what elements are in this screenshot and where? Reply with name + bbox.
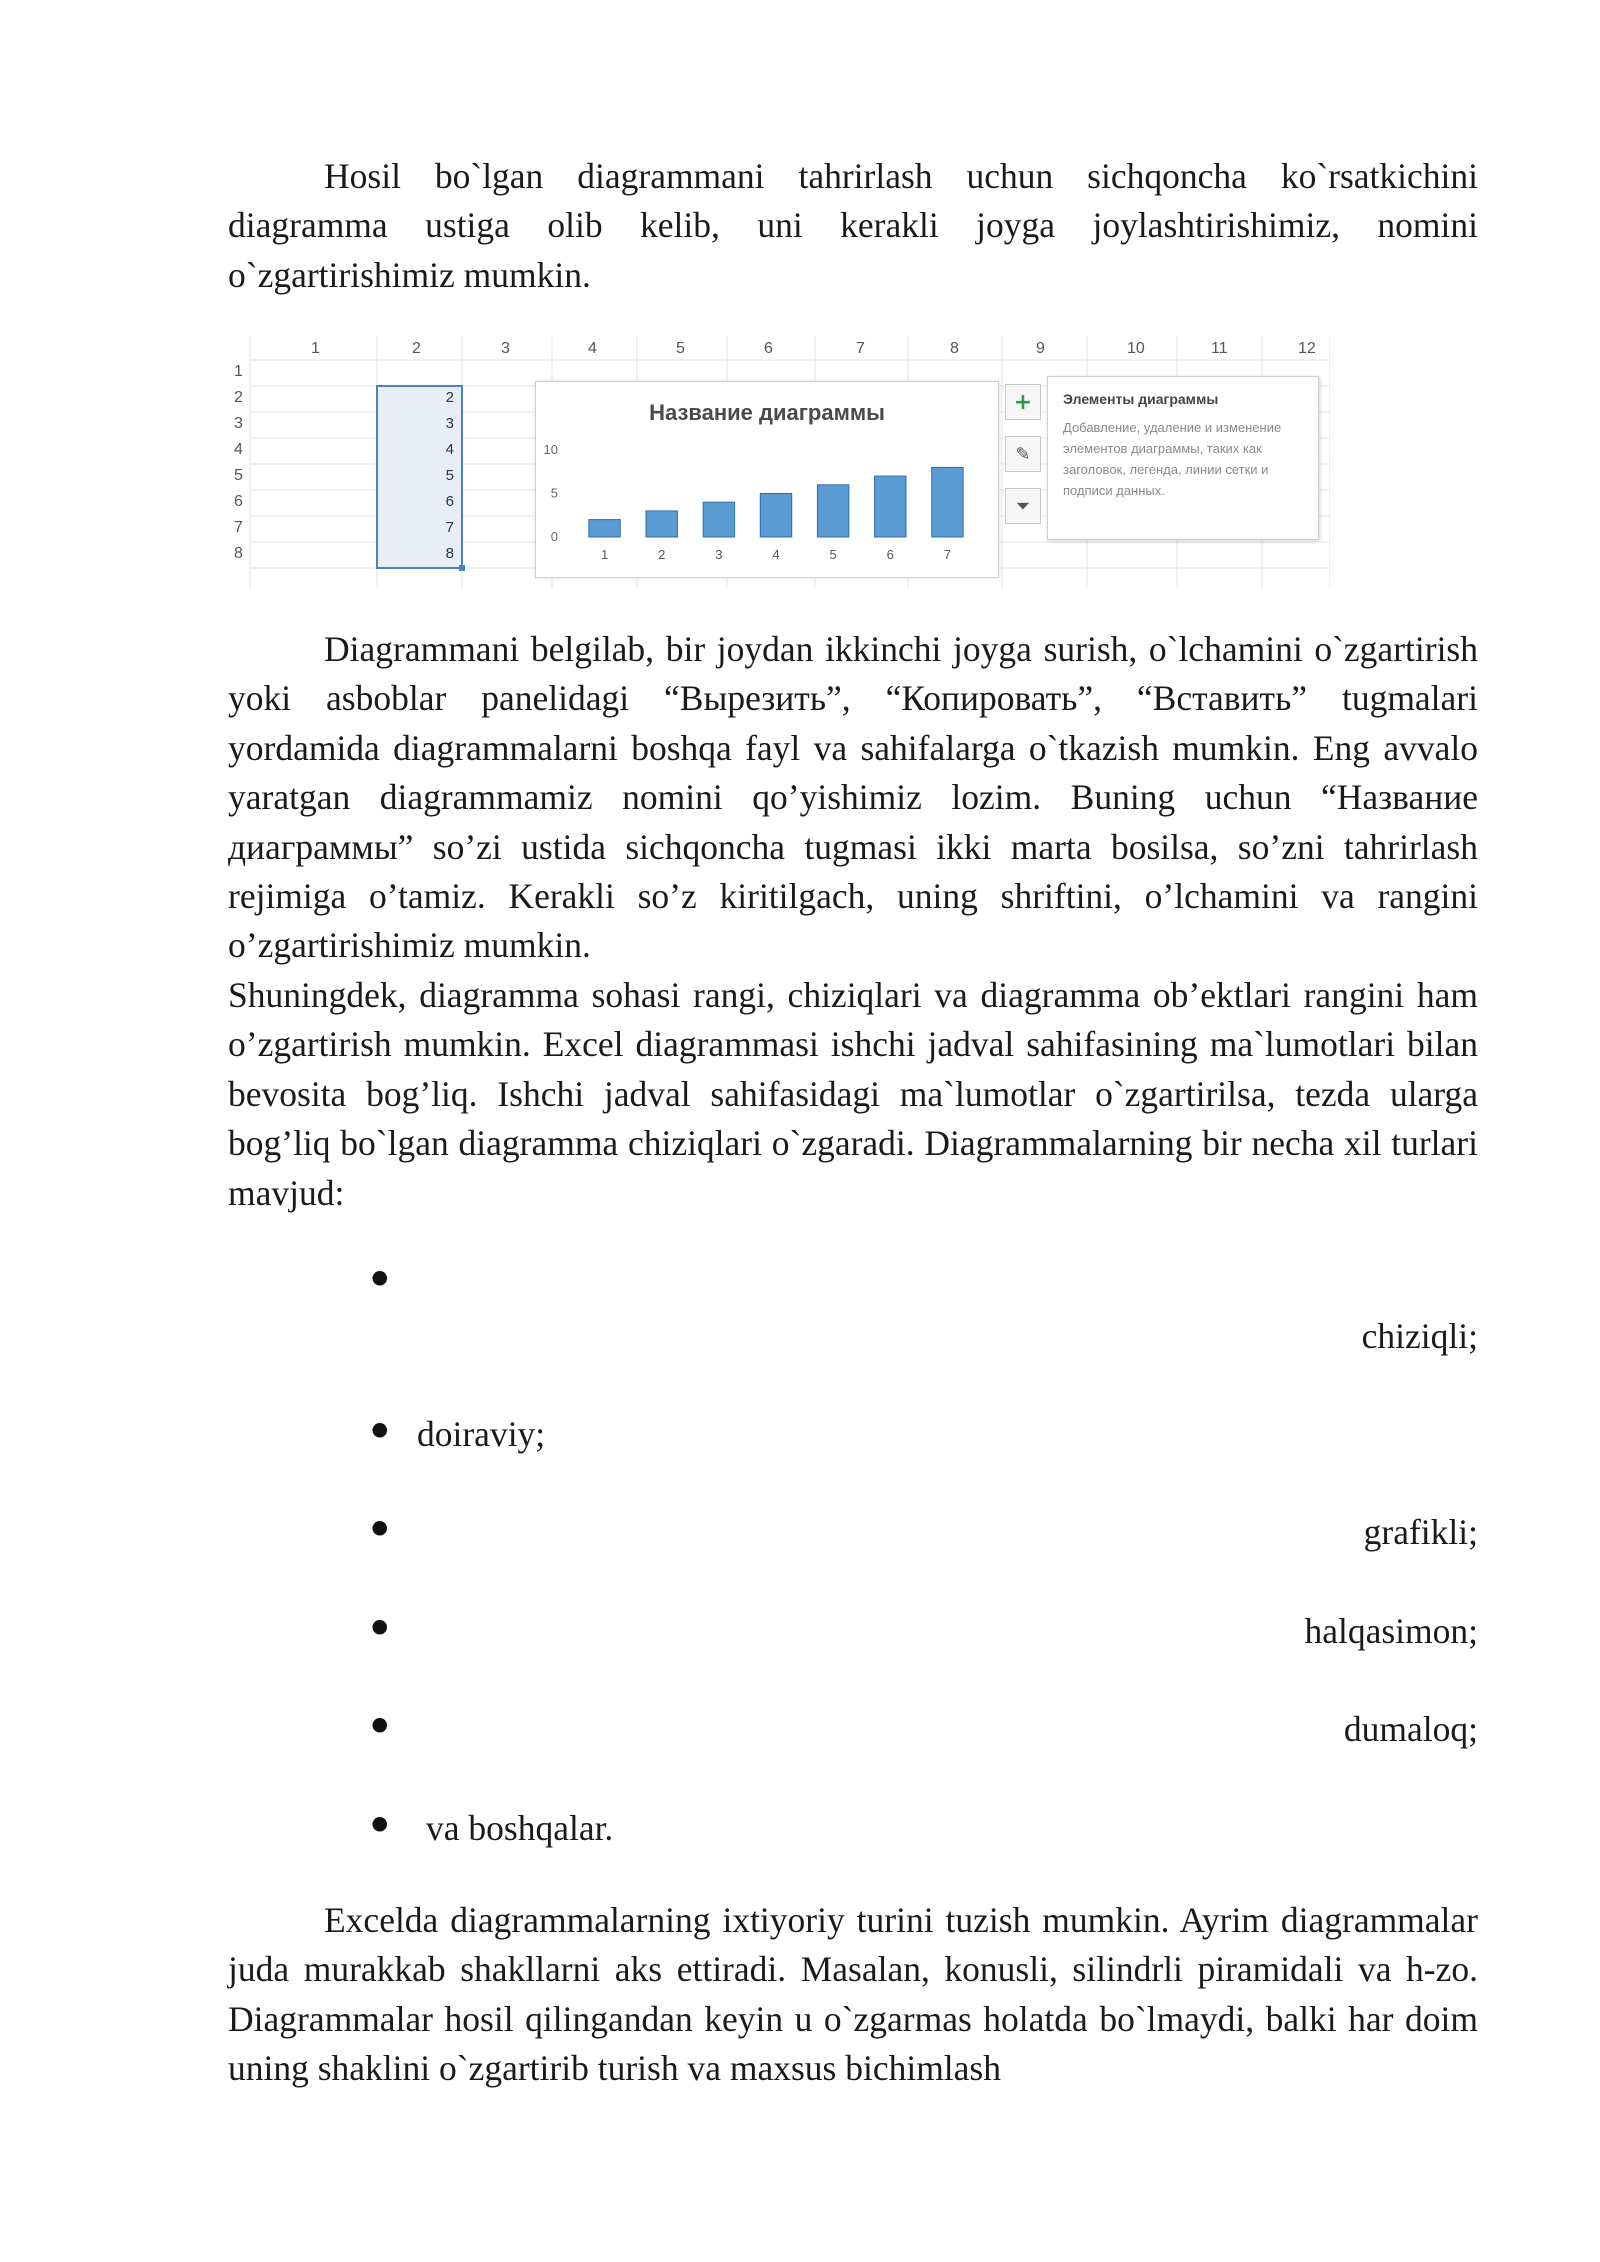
- y-tick-label: 0: [550, 529, 558, 544]
- chart-bar[interactable]: [703, 502, 734, 537]
- paragraph-closing: Excelda diagrammalarning ixtiyoriy turini tuzish mumkin. Ayrim diagrammalar juda murakkab shakllarni aks ettiradi. Masalan, konusli, silindrli piramidali va h-zo. Diagrammalar hosil qilingandan keyin u o`zgarmas holatda bo`lmaydi, balki har doim uning shaklini o`zgartirib turish va maxsus bichimlash: [228, 1900, 1478, 2089]
- column-header[interactable]: 2: [412, 340, 421, 357]
- x-tick-label: 6: [886, 547, 894, 562]
- excel-chart-screenshot: [232, 336, 1330, 588]
- paragraph-types-intro: Shuningdek, diagramma sohasi rangi, chiziqlari va diagramma ob’ektlari rangini ham o’zgartirish mumkin. Excel diagrammasi ishchi jadval sahifasining ma`lumotlari bilan bevosita bog’liq. Ishchi jadval sahifasidagi ma`lumotlar o`zgartirilsa, tezda ularga bog’liq bo`lgan diagramma chiziqlari o`zgaradi. Diagrammalarning bir necha xil turlari mavjud:: [228, 975, 1478, 1213]
- chart-elements-plus-icon[interactable]: +: [1005, 384, 1041, 420]
- x-tick-label: 5: [829, 547, 837, 562]
- list-item: chiziqli;: [1361, 1316, 1478, 1356]
- list-bullet: •: [365, 1403, 395, 1461]
- chart-bar[interactable]: [932, 467, 963, 537]
- chart-styles-brush-icon[interactable]: ✎: [1005, 436, 1041, 472]
- row-header[interactable]: 1: [234, 363, 243, 380]
- list-bullet: •: [365, 1501, 395, 1559]
- paragraph-editing: Diagrammani belgilab, bir joydan ikkinchi joyga surish, o`lchamini o`zgartirish yoki asboblar panelidagi “Вырезить”, “Копировать”, “Вставить” tugmalari yordamida diagrammalarni boshqa fayl va sahifalarga o`tkazish mumkin. Eng avvalo yaratgan diagrammamiz nomini qo’yishimiz lozim. Buning uchun “Название диаграммы” so’zi ustida sichqoncha tugmasi ikki marta bosilsa, so’zni tahrirlash rejimiga o’tamiz. Kerakli so’z kiritilgach, uning shriftini, o’lchamini va rangini o’zgartirishimiz mumkin.: [228, 629, 1478, 966]
- paragraph-intro: Hosil bo`lgan diagrammani tahrirlash uchun sichqoncha ko`rsatkichini diagramma ustiga olib kelib, uni kerakli joyga joylashtirishimiz, nomini o`zgartirishimiz mumkin.: [228, 156, 1478, 295]
- cell-value[interactable]: 3: [445, 415, 454, 432]
- column-header[interactable]: 12: [1298, 340, 1316, 357]
- row-header[interactable]: 6: [234, 493, 243, 510]
- x-tick-label: 4: [772, 547, 780, 562]
- column-header[interactable]: 1: [311, 340, 320, 357]
- list-bullet: •: [365, 1797, 395, 1855]
- row-header[interactable]: 7: [234, 519, 243, 536]
- column-header[interactable]: 3: [501, 340, 510, 357]
- chart-plot: [536, 382, 998, 577]
- cell-value[interactable]: 6: [445, 493, 454, 510]
- column-header[interactable]: 7: [856, 340, 865, 357]
- column-header[interactable]: 10: [1127, 340, 1145, 357]
- list-item: doiraviy;: [417, 1414, 546, 1454]
- chart-bar[interactable]: [875, 476, 906, 537]
- column-header[interactable]: 6: [764, 340, 773, 357]
- row-header[interactable]: 2: [234, 389, 243, 406]
- list-bullet: •: [365, 1251, 395, 1309]
- cell-value[interactable]: 4: [445, 441, 454, 458]
- chart-title[interactable]: Название диаграммы: [649, 400, 885, 425]
- cell-value[interactable]: 5: [445, 467, 454, 484]
- list-bullet: •: [365, 1698, 395, 1756]
- list-item: dumaloq;: [1343, 1709, 1478, 1749]
- list-item: va boshqalar.: [426, 1808, 614, 1848]
- cell-value[interactable]: 7: [445, 519, 454, 536]
- chart-side-buttons: [1005, 384, 1041, 540]
- column-header[interactable]: 9: [1036, 340, 1045, 357]
- chart-bar[interactable]: [817, 485, 848, 537]
- chart-bar[interactable]: [589, 520, 620, 537]
- column-header[interactable]: 4: [588, 340, 597, 357]
- cell-value[interactable]: 2: [445, 389, 454, 406]
- x-tick-label: 1: [600, 547, 609, 562]
- x-tick-label: 7: [943, 547, 952, 562]
- row-header[interactable]: 8: [234, 545, 243, 562]
- column-header[interactable]: 11: [1211, 340, 1228, 357]
- x-tick-label: 2: [658, 547, 666, 562]
- row-header[interactable]: 3: [234, 415, 243, 432]
- column-header[interactable]: 8: [950, 340, 959, 357]
- cell-value[interactable]: 8: [445, 545, 454, 562]
- list-bullet: •: [365, 1600, 395, 1658]
- list-item: halqasimon;: [1304, 1611, 1478, 1651]
- chart-bar[interactable]: [760, 494, 791, 538]
- y-tick-label: 5: [550, 485, 558, 501]
- row-header[interactable]: 4: [234, 441, 243, 458]
- y-tick-label: 10: [543, 442, 558, 457]
- list-item: grafikli;: [1363, 1512, 1478, 1552]
- x-tick-label: 3: [715, 547, 723, 562]
- row-header[interactable]: 5: [234, 467, 243, 484]
- tooltip-description: Добавление, удаление и изменение элементов диаграммы, таких как заголовок, легенда, линии сетки и подписи данных.: [1063, 420, 1282, 498]
- chart-area[interactable]: [535, 381, 999, 578]
- chart-filter-icon[interactable]: ⏷: [1005, 488, 1041, 524]
- chart-bar[interactable]: [646, 511, 677, 537]
- column-header[interactable]: 5: [676, 340, 685, 357]
- chart-elements-tooltip: [1047, 376, 1319, 540]
- tooltip-title: Элементы диаграммы: [1063, 391, 1219, 407]
